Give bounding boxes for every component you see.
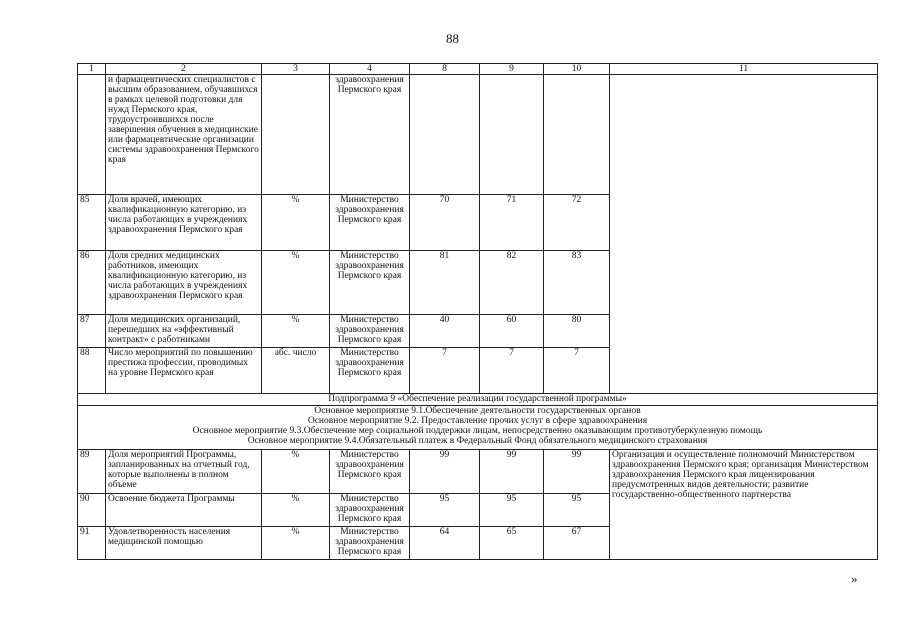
value-col9: 7 <box>480 348 544 394</box>
header-cell: 10 <box>544 64 610 75</box>
responsible: Министерство здравоохранения Пермского края <box>330 315 410 348</box>
col11-cell <box>610 75 878 394</box>
unit <box>262 75 330 195</box>
value-col9: 95 <box>480 494 544 527</box>
header-cell: 8 <box>410 64 480 75</box>
responsible: здравоохранения Пермского края <box>330 75 410 195</box>
header-cell: 9 <box>480 64 544 75</box>
value-col9: 60 <box>480 315 544 348</box>
activities-cell <box>78 406 878 450</box>
value-col9: 99 <box>480 450 544 494</box>
unit: абс. число <box>262 348 330 394</box>
col11-measures: Организация и осуществление полномочий Министерством здравоохранения Пермского края; организация Министерством здравоохранения Пермского края лицензирования предусмотренных видов деятельности; развитие государственно-общественного партнерства <box>610 450 878 560</box>
value-col9: 82 <box>480 251 544 315</box>
indicator-name: Доля средних медицинских работников, имеющих квалификационную категорию, из числа работающих в учреждениях здравоохранения Пермского края <box>106 251 262 315</box>
activity-line: Основное мероприятие 9.4.Обязательный платеж в Федеральный Фонд обязательного медицинского страхования <box>247 436 708 446</box>
value-col10: 80 <box>544 315 610 348</box>
indicator-name: Освоение бюджета Программы <box>106 494 262 527</box>
indicator-name: Доля врачей, имеющих квалификационную категорию, из числа работающих в учреждениях здравоохранения Пермского края <box>106 195 262 251</box>
value-col8: 70 <box>410 195 480 251</box>
header-cell: 2 <box>106 64 262 75</box>
value-col8 <box>410 75 480 195</box>
table-row <box>78 75 878 195</box>
value-col10: 72 <box>544 195 610 251</box>
value-col10: 67 <box>544 527 610 560</box>
value-col8: 7 <box>410 348 480 394</box>
responsible: Министерство здравоохранения Пермского края <box>330 251 410 315</box>
indicator-name: Удовлетворенность населения медицинской помощью <box>106 527 262 560</box>
continue-mark: » <box>851 571 858 586</box>
row-number: 90 <box>78 494 106 527</box>
value-col8: 99 <box>410 450 480 494</box>
unit: % <box>262 315 330 348</box>
row-number: 91 <box>78 527 106 560</box>
subprogram-title: Подпрограмма 9 «Обеспечение реализации государственной программы» <box>78 394 878 406</box>
activities-row <box>78 406 878 450</box>
value-col8: 95 <box>410 494 480 527</box>
table-row <box>78 450 878 494</box>
value-col8: 81 <box>410 251 480 315</box>
unit: % <box>262 251 330 315</box>
row-number <box>78 75 106 195</box>
row-number: 89 <box>78 450 106 494</box>
unit: % <box>262 494 330 527</box>
indicators-table <box>77 63 878 560</box>
responsible: Министерство здравоохранения Пермского края <box>330 527 410 560</box>
header-cell: 11 <box>610 64 878 75</box>
value-col10: 95 <box>544 494 610 527</box>
value-col10: 99 <box>544 450 610 494</box>
page-number: 88 <box>446 31 459 46</box>
value-col9: 71 <box>480 195 544 251</box>
value-col10: 7 <box>544 348 610 394</box>
row-number: 86 <box>78 251 106 315</box>
indicator-name: Доля мероприятий Программы, запланированных на отчетный год, которые выполнены в полном объеме <box>106 450 262 494</box>
indicator-name: и фармацевтических специалистов с высшим образованием, обучавшихся в рамках целевой подготовки для нужд Пермского края, трудоустроившихся после завершения обучения в медицинские или фармацевтические организации системы здравоохранения Пермского края <box>106 75 262 195</box>
unit: % <box>262 527 330 560</box>
indicator-name: Число мероприятий по повышению престижа профессии, проводимых на уровне Пермского края <box>106 348 262 394</box>
value-col8: 40 <box>410 315 480 348</box>
header-cell: 1 <box>78 64 106 75</box>
unit: % <box>262 450 330 494</box>
unit: % <box>262 195 330 251</box>
row-number: 87 <box>78 315 106 348</box>
activity-line: Основное мероприятие 9.1.Обеспечение деятельности государственных органов <box>314 406 641 416</box>
indicator-name: Доля медицинских организаций, перешедших на «эффективный контракт» с работниками <box>106 315 262 348</box>
activity-line: Основное мероприятие 9.2. Предоставление прочих услуг в сфере здравоохранения <box>307 416 648 426</box>
header-row <box>78 64 878 75</box>
responsible: Министерство здравоохранения Пермского края <box>330 494 410 527</box>
value-col10: 83 <box>544 251 610 315</box>
responsible: Министерство здравоохранения Пермского края <box>330 450 410 494</box>
row-number: 85 <box>78 195 106 251</box>
responsible: Министерство здравоохранения Пермского края <box>330 348 410 394</box>
header-cell: 4 <box>330 64 410 75</box>
value-col9 <box>480 75 544 195</box>
activity-line: Основное мероприятие 9.3.Обеспечение мер социальной поддержки лицам, непосредственно оказывающим противотуберкулезную помощь <box>192 426 763 436</box>
responsible: Министерство здравоохранения Пермского края <box>330 195 410 251</box>
value-col10 <box>544 75 610 195</box>
value-col9: 65 <box>480 527 544 560</box>
row-number: 88 <box>78 348 106 394</box>
header-cell: 3 <box>262 64 330 75</box>
value-col8: 64 <box>410 527 480 560</box>
subprogram-row <box>78 394 878 406</box>
